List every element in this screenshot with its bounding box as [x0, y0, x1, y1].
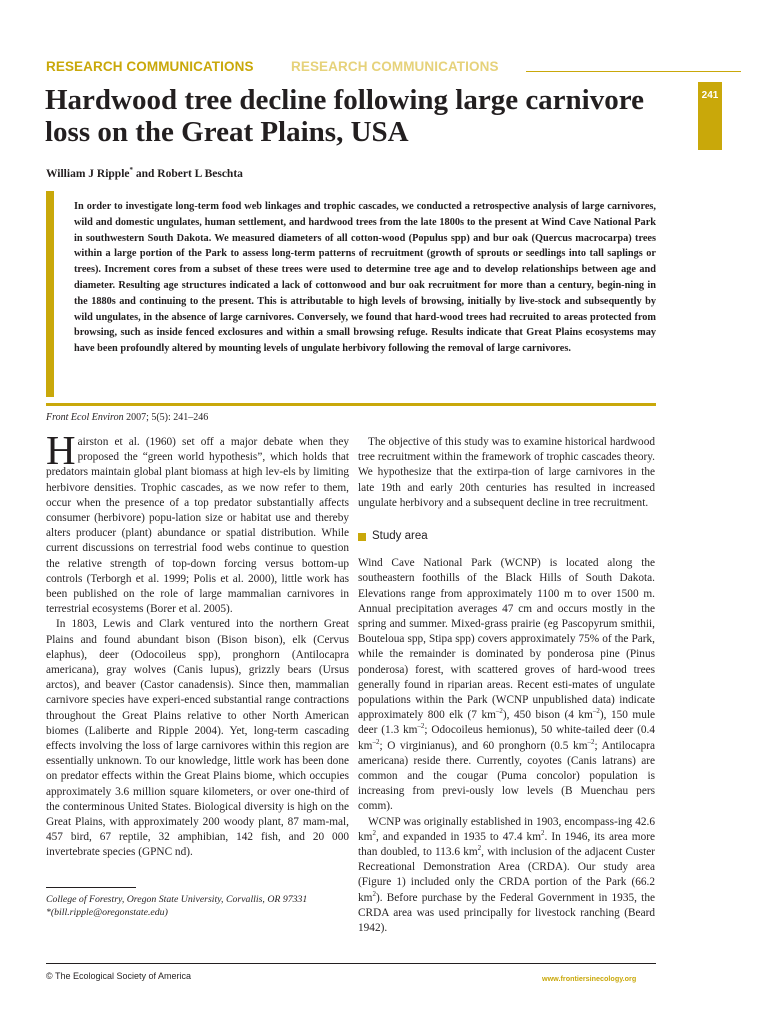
- superscript: –2: [372, 737, 380, 746]
- section-heading-text: Study area: [372, 530, 428, 543]
- body-paragraph: [358, 815, 655, 937]
- affiliation-rule: [46, 887, 136, 888]
- affiliation: [46, 893, 346, 919]
- running-header: [46, 59, 696, 79]
- text-run: ), 150 mule deer (1.3 km: [358, 709, 656, 737]
- right-column: [358, 435, 655, 936]
- header-rule: [526, 71, 741, 72]
- first-author: William J Ripple: [46, 168, 130, 180]
- text-run: WCNP was originally established in 1903, encompass-ing 42.6 km: [358, 815, 655, 843]
- paragraph-text: airston et al. (1960) set off a major debate when they proposed the “green world hypothesis”, which holds that predators maintain global plant biomass at high lev-els by limiting herbivore densities. Trophic cascades, as we now refer to them, occur when the presence of a top predator substantially affects consumer (herbivore) popu-lation size or habitat use and thereby alters producer (plant) abundance or spatial distribution. While current discussions on terrestrial food webs continue to question the relative strength of top-down forcing versus bottom-up controls (Terborgh et al. 1999; Polis et al. 2000), little work has been published on the role of large mammalian carnivores in terrestrial ecosystems (Borer et al. 2005).: [46, 436, 349, 616]
- section-label-echo: RESEARCH COMMUNICATIONS: [291, 59, 499, 74]
- author-line: [46, 168, 243, 180]
- superscript: 2: [372, 829, 376, 838]
- footer-rule: [46, 963, 656, 964]
- page-number-tab: [698, 82, 722, 150]
- text-run: , and expanded in 1935 to 47.4 km: [375, 830, 541, 843]
- superscript: 2: [540, 829, 545, 838]
- superscript: 2: [477, 844, 482, 853]
- abstract-bar: [46, 191, 54, 397]
- superscript: –2: [495, 707, 503, 716]
- copyright: © The Ecological Society of America: [46, 971, 192, 981]
- section-square-icon: [358, 533, 366, 541]
- text-run: Wind Cave National Park (WCNP) is located along the southeastern foothills of the Black Hills of South Dakota. Elevations range from approximately 1100 m to over 1500 m. Annual precipitation averages 47 cm and occurs mostly in the spring and summer. Mixed-grass prairie (eg Pascopyrum smithii, Bouteloua spp, Stipa spp) covers approximately 75% of the Park, while the remainder is dominated by ponderosa pine (Pinus ponderosa) forest, with scattered groves of hard-wood trees generally found in riparian areas. Recent esti-mates of ungulate populations within the Park (WCNP unpublished data) indicate approximately 800 elk (7 km: [358, 557, 655, 722]
- superscript: 2: [372, 889, 376, 898]
- text-run: ), 450 bison (4 km: [502, 709, 593, 722]
- citation-details: 2007; 5(5): 241–246: [123, 412, 209, 423]
- text-run: ; Odocoileus hemionus), 50 white-tailed deer (0.4 km: [358, 724, 656, 752]
- affiliation-address: College of Forestry, Oregon State University, Corvallis, OR 97331: [46, 894, 308, 905]
- text-run: , with inclusion of the adjacent Custer Recreational Demonstration Area (CRDA). Our study area (Figure 1) included only the CRDA portion of the Park (66.2 km: [358, 846, 655, 904]
- text-run: ; O virginianus), and 60 pronghorn (0.5 km: [379, 739, 588, 752]
- website-link[interactable]: www.frontiersinecology.org: [542, 974, 637, 983]
- citation-journal: Front Ecol Environ: [46, 412, 124, 423]
- citation: [46, 412, 208, 423]
- body-paragraph: [358, 556, 655, 814]
- text-run: ). Before purchase by the Federal Government in 1935, the CRDA area was used principally for livestock ranching (Beard 1942).: [358, 891, 655, 935]
- superscript: –2: [587, 737, 595, 746]
- superscript: –2: [417, 722, 425, 731]
- text-run: ; Antilocapra americana) reside there. Currently, coyotes (Canis latrans) are common and the cougar (Puma concolor) population is increasing from previ-ously low levels (B Muenchau pers comm).: [358, 739, 655, 813]
- section-label: RESEARCH COMMUNICATIONS: [46, 59, 254, 74]
- affiliation-email[interactable]: *(bill.ripple@oregonstate.edu): [46, 907, 168, 918]
- superscript: –2: [592, 707, 600, 716]
- page-number: 241: [701, 90, 719, 101]
- article-title: Hardwood tree decline following large carnivore loss on the Great Plains, USA: [45, 84, 644, 148]
- body-paragraph: In 1803, Lewis and Clark ventured into the northern Great Plains and found abundant bison (Bison bison), elk (Cervus elaphus), deer (Odocoileus spp), pronghorn (Antilocapra americana), gray wolves (Canis lupus), grizzly bears (Ursus arctos), and beaver (Castor canadensis). Since then, mammalian carnivore species have experi-enced substantial range contractions throughout the Great Plains relative to other North American biomes (Laliberte and Ripple 2004). Yet, long-term cascading effects involving the loss of large carnivores within this region are essentially unknown. To our knowledge, little work has been done on predator effects within the Great Plains biome, which occupies approximately 3.6 million square kilometers, or over one-third of the conterminous United States. Biological diversity is high on the Great Plains, with approximately 200 woody plant, 87 mam-mal, 457 bird, 67 reptile, 32 amphibian, 142 fish, and 20 000 invertebrate species (GPNC nd).: [46, 618, 349, 859]
- section-heading: [358, 529, 655, 544]
- left-column: [46, 427, 349, 861]
- abstract: In order to investigate long-term food web linkages and trophic cascades, we conducted a retrospective analysis of large carnivores, wild and domestic ungulates, human settlement, and hardwood trees from the late 1800s to the present at Wind Cave National Park in southwestern South Dakota. We measured diameters of all cotton-wood (Populus spp) and bur oak (Quercus macrocarpa) trees within a large portion of the Park to assess long-term patterns of recruitment (growth of sprouts or seedlings into tall saplings or trees). Increment cores from a subset of these trees were used to determine tree age and to develop relationships between age and diameter. Resulting age structures indicated a lack of cottonwood and bur oak recruitment for more than a century, begin-ning in the 1880s and continuing to the present. This is attributable to high levels of browsing, initially by live-stock and subsequently by wild ungulates, in the absence of large carnivores. Conversely, we found that hard-wood trees had recruited to areas protected from browsing, such as inside fenced exclosures and within a small browsing refuge. Results indicate that Great Plains ecosystems may have been profoundly altered by mounting levels of ungulate herbivory following the removal of large carnivores.: [74, 201, 656, 355]
- body-paragraph: The objective of this study was to examine historical hardwood tree recruitment within the framework of trophic cascades theory. We hypothesize that the extirpa-tion of large carnivores in the late 19th and early 20th centuries has resulted in increased ungulate herbivory and a subsequent decline in tree recruitment.: [358, 436, 655, 509]
- other-authors: and Robert L Beschta: [133, 168, 243, 180]
- text-run: . In 1946, its area more than doubled, to 113.6 km: [358, 830, 656, 859]
- drop-cap: H: [46, 427, 76, 473]
- body-paragraph: [46, 427, 349, 617]
- author-mark: *: [129, 166, 133, 175]
- abstract-rule: [46, 403, 656, 406]
